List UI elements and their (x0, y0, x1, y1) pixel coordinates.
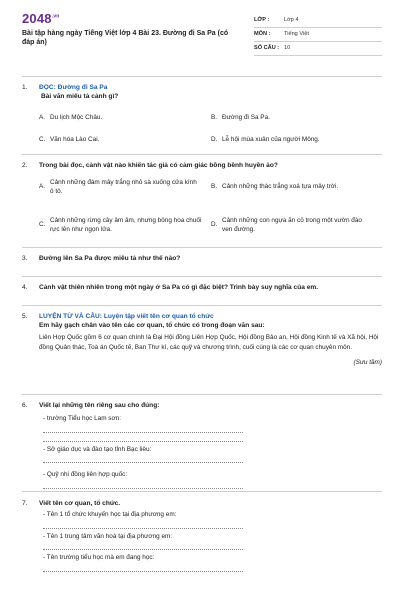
option-letter: D. (211, 135, 218, 143)
option-c[interactable] (39, 217, 202, 234)
option-letter: B. (211, 182, 218, 190)
instruction-text: Em hãy gạch chân vào tên các cơ quan, tổ chức có trong đoạn văn sau: (39, 321, 265, 329)
option-b[interactable] (211, 114, 370, 123)
option-text: Cảnh những con ngựa ăn cỏ trong một vườn đào ven đường. (222, 216, 362, 233)
option-letter: D. (211, 221, 218, 229)
worksheet-header (22, 12, 382, 70)
source-note: (Sưu tầm) (353, 358, 382, 366)
option-text: Cảnh những rừng cây âm âm, nhưng bông hoa chuối rực lên như ngọn lửa. (50, 216, 202, 233)
option-letter: C. (39, 221, 46, 229)
prompt-item: - Sở giáo dục và đào tạo tỉnh Bạc liêu: (43, 445, 152, 453)
question-6 (22, 402, 382, 489)
option-text: Văn hóa Lào Cai. (50, 135, 100, 143)
option-a[interactable] (39, 179, 202, 196)
option-b[interactable] (211, 183, 370, 192)
option-text: Lễ hội mùa xuân của người Mông. (222, 135, 320, 143)
divider (22, 154, 382, 155)
question-number: 6. (22, 402, 28, 409)
option-letter: B. (211, 113, 218, 121)
question-number: 1. (22, 84, 28, 91)
prompt-item: - Tên 1 trung tâm văn hoá tại địa phương em: (43, 532, 173, 540)
logo-text: 2048 (22, 11, 52, 26)
info-label: SỐ CÂU : (254, 45, 280, 52)
question-number: 3. (22, 255, 28, 262)
divider (22, 76, 382, 77)
answer-options (39, 179, 382, 245)
option-a[interactable] (39, 114, 198, 123)
answer-options (39, 110, 382, 154)
question-3 (22, 255, 382, 264)
info-row-subject (254, 28, 382, 42)
header-left (22, 12, 242, 70)
header-info-table (254, 14, 382, 70)
question-text: Viết tên cơ quan, tổ chức. (39, 500, 121, 507)
info-value: 10 (284, 45, 291, 52)
option-letter: A. (39, 183, 46, 191)
option-c[interactable] (39, 136, 198, 145)
divider (22, 247, 382, 248)
prompt-item: - Quỹ nhi đồng liên hợp quốc: (43, 471, 128, 479)
prompt-item: - Tên trường tiểu học mà em đang học: (43, 554, 155, 562)
divider (22, 276, 382, 277)
answer-line[interactable] (43, 480, 243, 489)
question-number: 5. (22, 313, 28, 320)
question-7 (22, 500, 382, 572)
prompt-item: - Tên 1 tổ chức khuyến học tại địa phương em: (43, 510, 177, 518)
option-letter: A. (39, 113, 46, 121)
option-text: Cảnh những đám mây trắng nhỏ sà xuống cửa kính ô tô. (50, 178, 197, 195)
info-label: MÔN : (254, 31, 271, 38)
info-row-count (254, 42, 382, 56)
option-text: Đường đi Sa Pa. (222, 113, 270, 121)
info-value: Tiếng Việt (284, 31, 309, 38)
option-letter: C. (39, 135, 46, 143)
info-label: LỚP : (254, 17, 270, 24)
option-text: Du lịch Mộc Châu. (50, 113, 103, 121)
answer-line[interactable] (43, 541, 243, 550)
question-number: 4. (22, 284, 28, 291)
answer-line[interactable] (43, 520, 243, 529)
answer-line[interactable] (43, 454, 243, 463)
page-title: Bài tập hàng ngày Tiếng Việt lớp 4 Bài 23. Đường đi Sa Pa (có đáp án) (22, 30, 229, 47)
site-logo[interactable] (22, 12, 242, 25)
question-text: Cảnh vật thiên nhiên trong một ngày ở Sa Pa có gì đặc biệt? Trình bày suy nghĩa của em. (39, 284, 319, 291)
prompt-item: - trường Tiểu học Lam sơn: (43, 414, 122, 422)
section-heading: LUYỆN TỪ VÀ CÂU: Luyện tập viết tên cơ quan tổ chức (39, 313, 214, 320)
question-2 (22, 162, 382, 245)
option-text: Cảnh những thác trắng xoá tựa mây trời. (222, 182, 339, 190)
answer-line[interactable] (43, 424, 243, 433)
divider (22, 394, 382, 395)
logo-domain: .vn (51, 13, 60, 20)
question-5 (22, 313, 382, 367)
info-row-class (254, 14, 382, 28)
question-number: 2. (22, 162, 28, 169)
answer-line[interactable] (43, 433, 243, 442)
reading-paragraph: Liên Hợp Quốc gồm 6 cơ quan chính là Đại Hội đồng Liên Hợp Quốc, Hội đồng Bảo an, Hội đồng Kinh tế và Xã hội, Hội đồng Quản thác, Toà án Quốc tế, Ban Thư kí, các quỹ và chương trình, cuối cùng là các cơ quan chuyên môn. (39, 333, 379, 351)
divider (22, 305, 382, 306)
question-number: 7. (22, 500, 28, 507)
section-heading: ĐỌC: Đường đi Sa Pa (39, 84, 108, 91)
divider (22, 491, 382, 492)
question-text: Bài văn miêu tả cảnh gì? (41, 92, 119, 100)
question-text: Trong bài đọc, cảnh vật nào khiến tác giả có cảm giác bồng bềnh huyền ảo? (39, 162, 278, 169)
info-value: Lớp 4 (284, 17, 299, 24)
question-4 (22, 284, 382, 293)
option-d[interactable] (211, 136, 370, 145)
question-text: Viết lại những tên riêng sau cho đúng: (39, 402, 160, 409)
option-d[interactable] (211, 217, 374, 234)
answer-line[interactable] (43, 563, 243, 572)
question-1 (22, 84, 382, 154)
question-text: Đường lên Sa Pa được miêu tả như thế nào? (39, 255, 181, 262)
